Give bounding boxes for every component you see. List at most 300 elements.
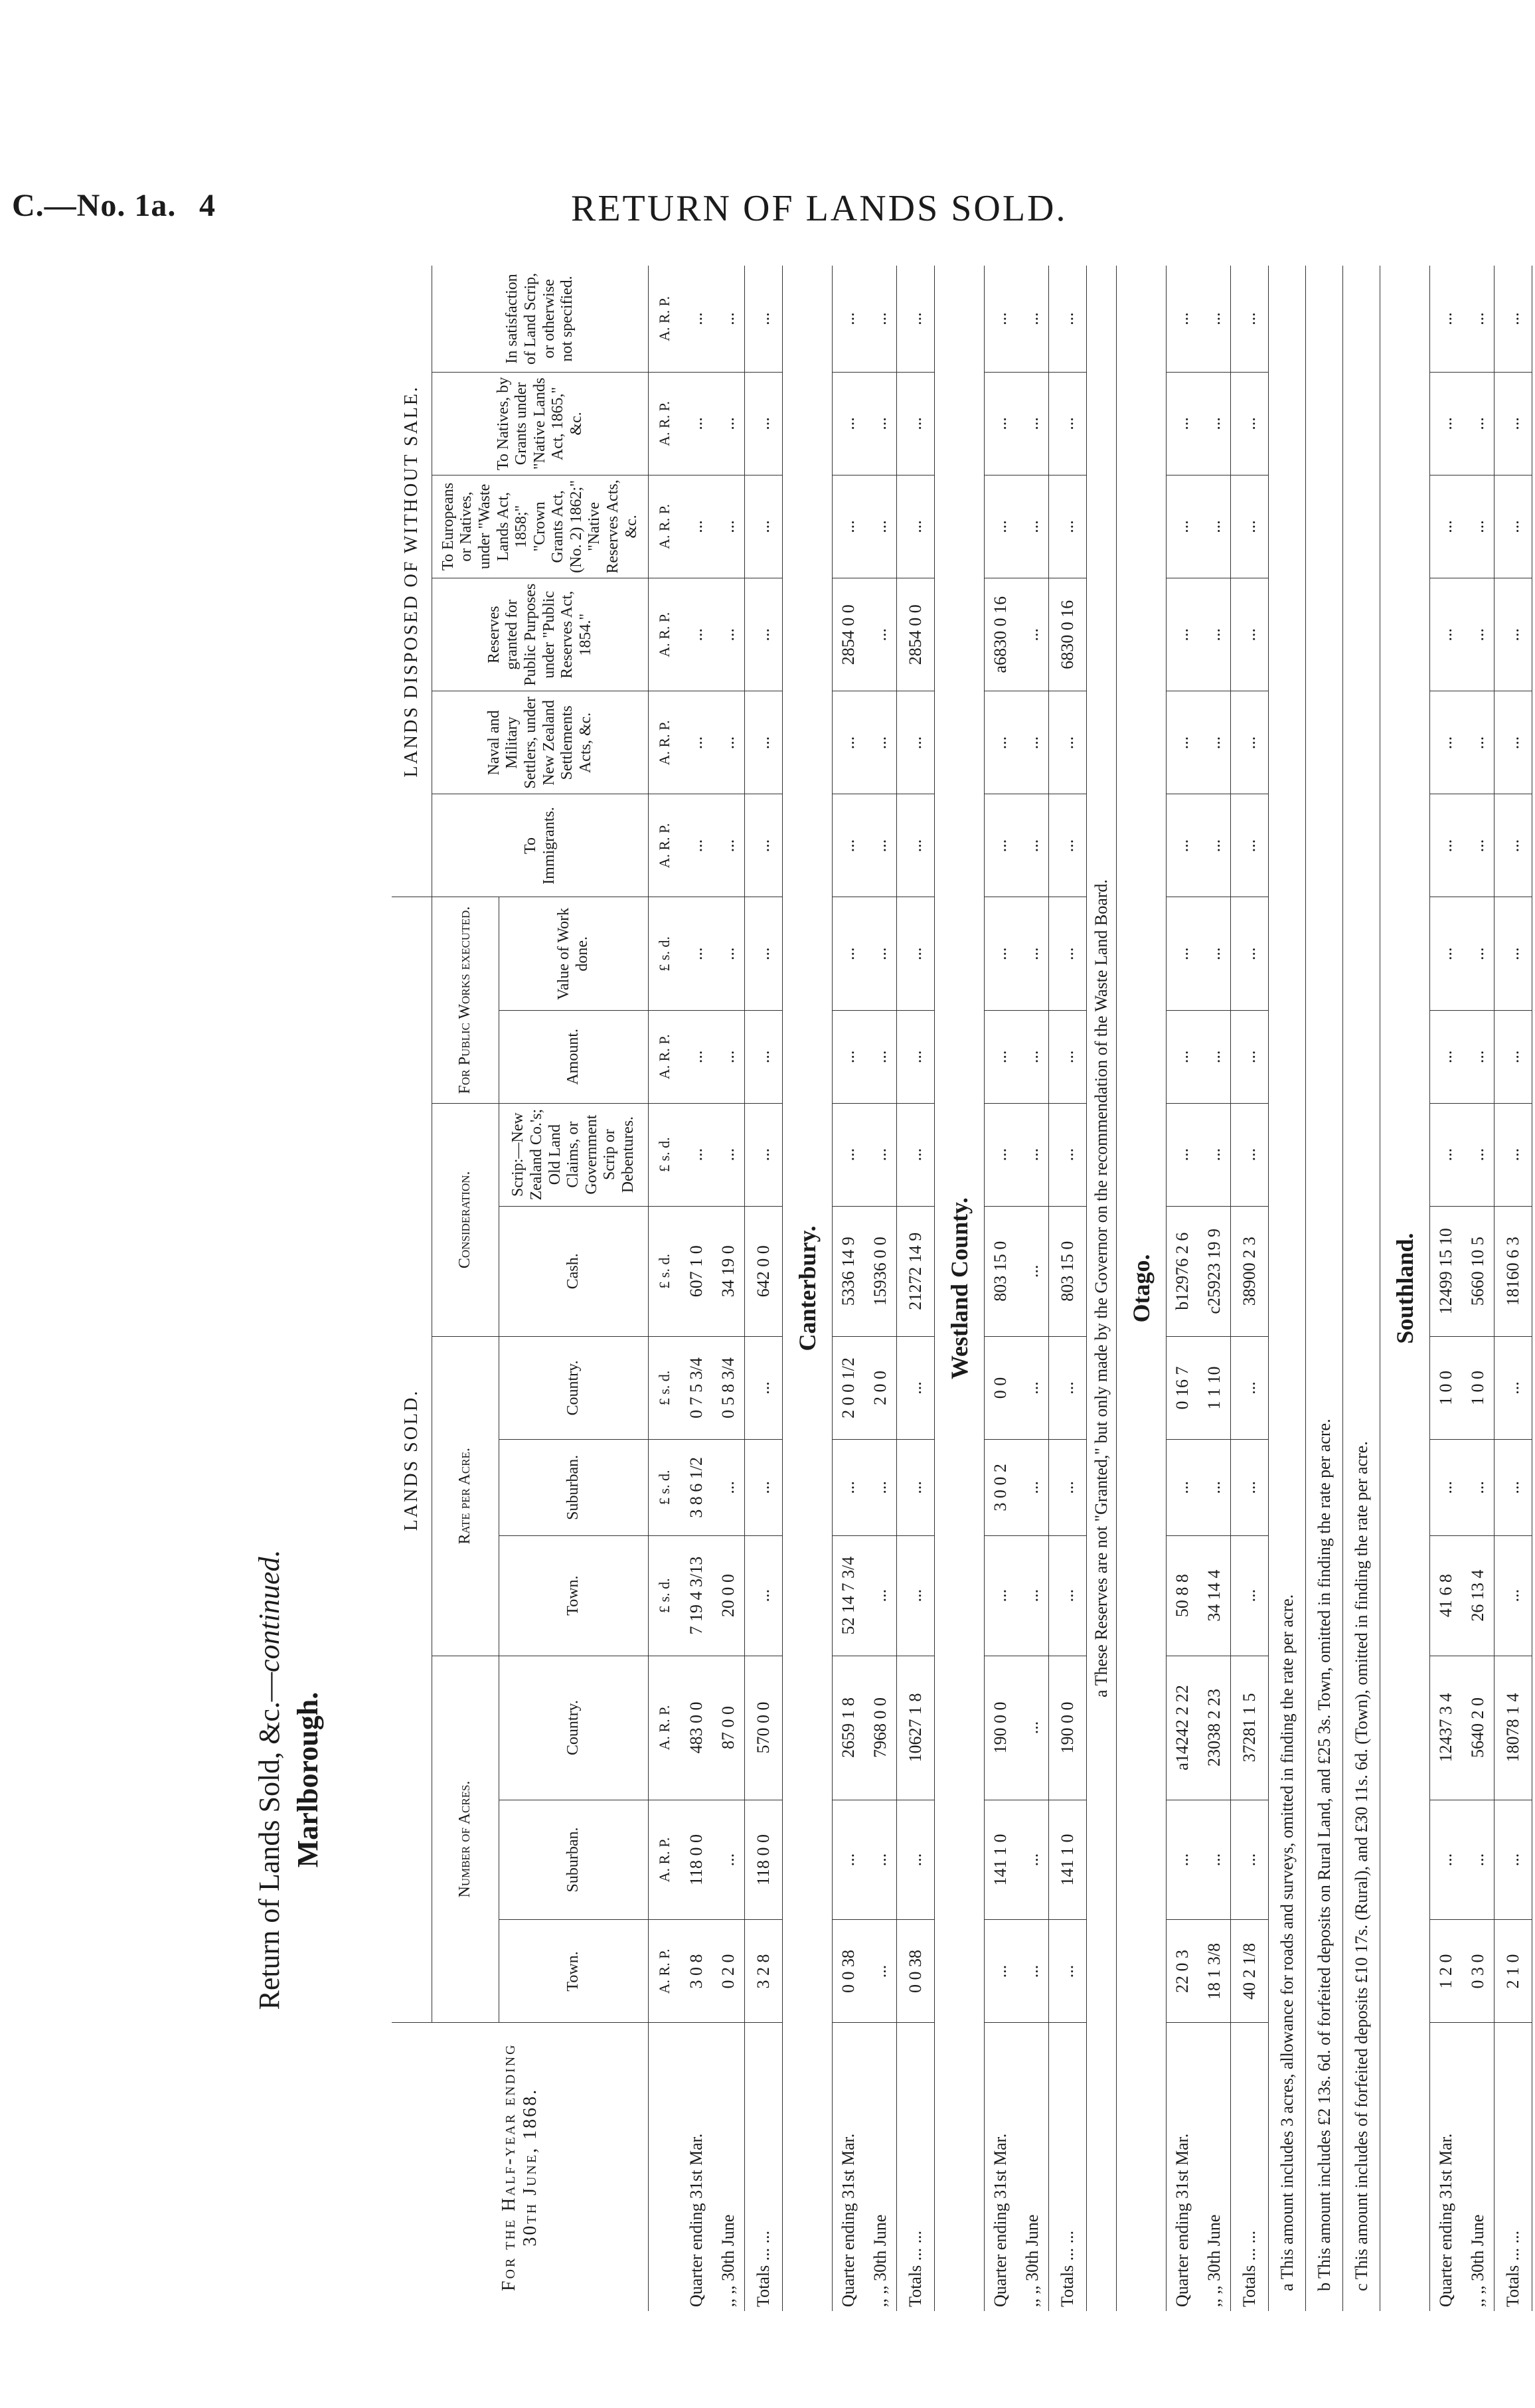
consideration-header: Consideration. xyxy=(432,1103,499,1336)
cell-scrip-other: ... xyxy=(681,266,712,372)
cell-rate-suburban: ... xyxy=(1049,1439,1087,1535)
cell-town: ... xyxy=(864,1920,897,2023)
cell-europeans: ... xyxy=(1198,475,1231,578)
rate-per-acre-header: Rate per Acre. xyxy=(432,1336,499,1656)
cell-reserves: ... xyxy=(1167,578,1199,691)
cell-town: 0 0 38 xyxy=(897,1920,935,2023)
cell-europeans: ... xyxy=(1462,475,1495,578)
cell-naval: ... xyxy=(745,691,783,794)
cell-suburban: ... xyxy=(1198,1800,1231,1920)
cell-rate-town: ... xyxy=(1495,1535,1532,1656)
cell-scrip-other: ... xyxy=(1016,266,1049,372)
table-title-continued: continued. xyxy=(253,1549,285,1673)
cell-pw-value: ... xyxy=(1167,897,1199,1011)
cell-pw-amount: ... xyxy=(833,1011,865,1104)
cell-reserves: a6830 0 16 xyxy=(985,578,1017,691)
table-row xyxy=(1198,266,1231,2311)
totals-row xyxy=(897,266,935,2311)
totals-row xyxy=(1049,266,1087,2311)
cell-pw-amount: ... xyxy=(897,1011,935,1104)
cell-europeans: ... xyxy=(745,475,783,578)
acres-suburban-header: Suburban. xyxy=(499,1800,649,1920)
cell-reserves: 6830 0 16 xyxy=(1049,578,1087,691)
cell-pw-value: ... xyxy=(745,897,783,1011)
cell-cash: 5660 10 5 xyxy=(1462,1206,1495,1336)
cell-europeans: ... xyxy=(833,475,865,578)
cell-cash: 642 0 0 xyxy=(745,1206,783,1336)
cell-europeans: ... xyxy=(897,475,935,578)
table-title xyxy=(252,1248,286,2311)
pw-value-header: Value of Work done. xyxy=(499,897,649,1011)
cell-scrip-other: ... xyxy=(897,266,935,372)
cell-rate-town: 26 13 4 xyxy=(1462,1535,1495,1656)
cell-country: 7968 0 0 xyxy=(864,1656,897,1800)
cell-naval: ... xyxy=(1462,691,1495,794)
cell-suburban: ... xyxy=(1462,1800,1495,1920)
section-heading xyxy=(935,266,985,2311)
unit-lsd: £ s. d. xyxy=(649,897,681,1011)
cell-pw-amount: ... xyxy=(1049,1011,1087,1104)
cell-pw-value: ... xyxy=(985,897,1017,1011)
cell-cash: 21272 14 9 xyxy=(897,1206,935,1336)
cell-immigrants: ... xyxy=(1198,794,1231,897)
row-label: Totals ... ... xyxy=(1049,2023,1087,2311)
cell-town: 40 2 1/8 xyxy=(1231,1920,1269,2023)
cell-cash: 5336 14 9 xyxy=(833,1206,865,1336)
cell-naval: ... xyxy=(864,691,897,794)
cell-town: 0 2 0 xyxy=(712,1920,745,2023)
cell-reserves: 2854 0 0 xyxy=(897,578,935,691)
unit-arp: A. R. P. xyxy=(649,372,681,475)
unit-arp: A. R. P. xyxy=(649,266,681,372)
acres-country-header: Country. xyxy=(499,1656,649,1800)
cell-suburban: ... xyxy=(1167,1800,1199,1920)
cell-naval: ... xyxy=(985,691,1017,794)
section-heading-text: Otago. xyxy=(1117,266,1167,2311)
row-label: Quarter ending 31st Mar. xyxy=(991,2133,1010,2307)
cell-country: 5640 2 0 xyxy=(1462,1656,1495,1800)
cell-scrip: ... xyxy=(985,1103,1017,1206)
cell-immigrants: ... xyxy=(1462,794,1495,897)
section-heading-text: Canterbury. xyxy=(783,266,833,2311)
row-label: Quarter ending 31st Mar. xyxy=(687,2133,706,2307)
cell-cash: ... xyxy=(1016,1206,1049,1336)
cell-rate-suburban: ... xyxy=(1016,1439,1049,1535)
cell-pw-amount: ... xyxy=(1198,1011,1231,1104)
cell-reserves: ... xyxy=(1198,578,1231,691)
cell-town: 1 2 0 xyxy=(1430,1920,1463,2023)
cell-europeans: ... xyxy=(1016,475,1049,578)
table-row xyxy=(864,266,897,2311)
cell-naval: ... xyxy=(681,691,712,794)
table-row xyxy=(1462,266,1495,2311)
cell-reserves: ... xyxy=(1231,578,1269,691)
cell-rate-town: ... xyxy=(864,1535,897,1656)
cell-rate-town: ... xyxy=(1049,1535,1087,1656)
cell-pw-amount: ... xyxy=(745,1011,783,1104)
cell-scrip: ... xyxy=(1430,1103,1463,1206)
cell-rate-country: ... xyxy=(745,1336,783,1439)
cell-rate-country: 1 0 0 xyxy=(1430,1336,1463,1439)
cell-country: 570 0 0 xyxy=(745,1656,783,1800)
cell-pw-amount: ... xyxy=(864,1011,897,1104)
cell-europeans: ... xyxy=(681,475,712,578)
cell-rate-suburban: ... xyxy=(1167,1439,1199,1535)
cell-pw-amount: ... xyxy=(712,1011,745,1104)
cell-cash: 803 15 0 xyxy=(1049,1206,1087,1336)
cell-immigrants: ... xyxy=(1167,794,1199,897)
cell-town: ... xyxy=(1016,1920,1049,2023)
unit-arp: A. R. P. xyxy=(649,578,681,691)
row-label: ,, ,, 30th June xyxy=(1468,2214,1488,2307)
cell-europeans: ... xyxy=(1430,475,1463,578)
cell-cash: 38900 2 3 xyxy=(1231,1206,1269,1336)
cell-scrip-other: ... xyxy=(712,266,745,372)
cell-naval: ... xyxy=(1430,691,1463,794)
cell-scrip: ... xyxy=(1198,1103,1231,1206)
cell-immigrants: ... xyxy=(1016,794,1049,897)
cell-scrip: ... xyxy=(897,1103,935,1206)
cell-rate-country: ... xyxy=(1049,1336,1087,1439)
cell-naval: ... xyxy=(1167,691,1199,794)
cell-town: 0 0 38 xyxy=(833,1920,865,2023)
cell-immigrants: ... xyxy=(833,794,865,897)
cell-rate-town: 50 8 8 xyxy=(1167,1535,1199,1656)
cell-scrip: ... xyxy=(712,1103,745,1206)
cell-naval: ... xyxy=(712,691,745,794)
cell-country: 190 0 0 xyxy=(985,1656,1017,1800)
cell-pw-amount: ... xyxy=(1016,1011,1049,1104)
cell-rate-country: ... xyxy=(1016,1336,1049,1439)
page-header xyxy=(0,0,1490,229)
cell-scrip-other: ... xyxy=(864,266,897,372)
cell-immigrants: ... xyxy=(1495,794,1532,897)
cell-naval: ... xyxy=(1495,691,1532,794)
rate-country-header: Country. xyxy=(499,1336,649,1439)
cell-europeans: ... xyxy=(864,475,897,578)
cell-reserves: ... xyxy=(712,578,745,691)
cell-europeans: ... xyxy=(1231,475,1269,578)
cell-rate-town: ... xyxy=(897,1535,935,1656)
cell-europeans: ... xyxy=(1049,475,1087,578)
cell-scrip: ... xyxy=(1495,1103,1532,1206)
row-label: Quarter ending 31st Mar. xyxy=(1172,2133,1192,2307)
table-row xyxy=(712,266,745,2311)
cell-rate-town: 20 0 0 xyxy=(712,1535,745,1656)
cell-scrip: ... xyxy=(833,1103,865,1206)
cell-pw-amount: ... xyxy=(1495,1011,1532,1104)
section-heading xyxy=(1117,266,1167,2311)
cell-natives: ... xyxy=(745,372,783,475)
cell-scrip-other: ... xyxy=(1231,266,1269,372)
cell-suburban: 118 0 0 xyxy=(745,1800,783,1920)
cell-reserves: ... xyxy=(1016,578,1049,691)
row-label: ,, ,, 30th June xyxy=(870,2214,890,2307)
cell-rate-suburban: ... xyxy=(745,1439,783,1535)
cell-rate-suburban: ... xyxy=(897,1439,935,1535)
cell-pw-value: ... xyxy=(833,897,865,1011)
cell-scrip-other: ... xyxy=(833,266,865,372)
cell-cash: c25923 19 9 xyxy=(1198,1206,1231,1336)
ledger-body xyxy=(681,266,1535,2311)
footnote xyxy=(1306,266,1343,2311)
row-label: Quarter ending 31st Mar. xyxy=(839,2133,858,2307)
footnote-text: b This amount includes £2 13s. 6d. of forfeited deposits on Rural Land, and £25 3s. Town, omitted in finding the rate per acre. xyxy=(1306,266,1343,2311)
cell-immigrants: ... xyxy=(745,794,783,897)
cell-rate-suburban: 3 8 6 1/2 xyxy=(681,1439,712,1535)
cell-scrip-other: ... xyxy=(1198,266,1231,372)
cell-natives: ... xyxy=(1462,372,1495,475)
rotated-table-block xyxy=(252,266,1523,2311)
cell-naval: ... xyxy=(1016,691,1049,794)
cell-town: 18 1 3/8 xyxy=(1198,1920,1231,2023)
cell-scrip: ... xyxy=(1016,1103,1049,1206)
footnote xyxy=(1269,266,1306,2311)
cell-pw-value: ... xyxy=(1495,897,1532,1011)
totals-row xyxy=(1231,266,1269,2311)
footnote xyxy=(1343,266,1380,2311)
table-row xyxy=(1167,266,1199,2311)
cell-rate-town: ... xyxy=(985,1535,1017,1656)
cell-country: 23038 2 23 xyxy=(1198,1656,1231,1800)
cell-rate-country: 0 5 8 3/4 xyxy=(712,1336,745,1439)
cell-immigrants: ... xyxy=(1231,794,1269,897)
cell-naval: ... xyxy=(897,691,935,794)
cell-rate-town: ... xyxy=(1231,1535,1269,1656)
cell-country: 10627 1 8 xyxy=(897,1656,935,1800)
row-label: ,, ,, 30th June xyxy=(1204,2214,1224,2307)
table-row xyxy=(1016,266,1049,2311)
cell-reserves: ... xyxy=(681,578,712,691)
cell-rate-country: 1 1 10 xyxy=(1198,1336,1231,1439)
scrip-header: Scrip:—New Zealand Co.'s; Old Land Claims, or Government Scrip or Debentures. xyxy=(499,1103,649,1206)
cell-country: a14242 2 22 xyxy=(1167,1656,1199,1800)
rate-town-header: Town. xyxy=(499,1535,649,1656)
pw-amount-header: Amount. xyxy=(499,1011,649,1104)
cell-suburban: ... xyxy=(1231,1800,1269,1920)
cell-scrip-other: ... xyxy=(1049,266,1087,372)
cell-suburban: 141 1 0 xyxy=(985,1800,1017,1920)
cell-pw-value: ... xyxy=(864,897,897,1011)
cell-pw-amount: ... xyxy=(1231,1011,1269,1104)
first-section-name: Marlborough. xyxy=(291,1691,324,1868)
cell-rate-suburban: ... xyxy=(1430,1439,1463,1535)
cell-pw-value: ... xyxy=(1198,897,1231,1011)
cell-natives: ... xyxy=(681,372,712,475)
cell-suburban: ... xyxy=(1495,1800,1532,1920)
cell-rate-town: 34 14 4 xyxy=(1198,1535,1231,1656)
cell-natives: ... xyxy=(712,372,745,475)
cell-rate-town: 7 19 4 3/13 xyxy=(681,1535,712,1656)
cell-rate-country: 1 0 0 xyxy=(1462,1336,1495,1439)
cell-cash: 34 19 0 xyxy=(712,1206,745,1336)
cell-natives: ... xyxy=(897,372,935,475)
cell-natives: ... xyxy=(833,372,865,475)
cell-rate-suburban: ... xyxy=(1495,1439,1532,1535)
cell-naval: ... xyxy=(1231,691,1269,794)
units-row xyxy=(649,266,681,2311)
cell-cash: 18160 6 3 xyxy=(1495,1206,1532,1336)
lands-sold-table xyxy=(392,266,1535,2311)
cell-scrip-other: ... xyxy=(1430,266,1463,372)
cell-suburban: ... xyxy=(833,1800,865,1920)
cell-suburban: 118 0 0 xyxy=(681,1800,712,1920)
cell-scrip: ... xyxy=(864,1103,897,1206)
cell-naval: ... xyxy=(1198,691,1231,794)
row-label: Quarter ending 31st Mar. xyxy=(1436,2133,1456,2307)
cell-rate-country: ... xyxy=(1495,1336,1532,1439)
cell-country: 190 0 0 xyxy=(1049,1656,1087,1800)
cell-town: ... xyxy=(985,1920,1017,2023)
number-of-acres-header: Number of Acres. xyxy=(432,1656,499,2023)
cell-cash: 607 1 0 xyxy=(681,1206,712,1336)
cell-suburban: ... xyxy=(1430,1800,1463,1920)
land-scrip-header: In satisfaction of Land Scrip, or otherwise not specified. xyxy=(432,266,649,372)
section-heading-text: Westland County. xyxy=(935,266,985,2311)
section-heading xyxy=(1380,266,1430,2311)
cell-natives: ... xyxy=(1430,372,1463,475)
public-works-header: For Public Works executed. xyxy=(432,897,499,1103)
cell-country: 483 0 0 xyxy=(681,1656,712,1800)
cell-pw-value: ... xyxy=(1430,897,1463,1011)
cell-suburban: ... xyxy=(897,1800,935,1920)
row-label: ,, ,, 30th June xyxy=(1022,2214,1042,2307)
cell-natives: ... xyxy=(1231,372,1269,475)
cell-rate-country: 0 7 5 3/4 xyxy=(681,1336,712,1439)
cell-scrip: ... xyxy=(745,1103,783,1206)
cell-cash: 12499 15 10 xyxy=(1430,1206,1463,1336)
cell-europeans: ... xyxy=(712,475,745,578)
cell-rate-suburban: ... xyxy=(712,1439,745,1535)
cell-scrip-other: ... xyxy=(1495,266,1532,372)
cell-naval: ... xyxy=(833,691,865,794)
cell-pw-amount: ... xyxy=(1167,1011,1199,1104)
unit-arp: A. R. P. xyxy=(649,1656,681,1800)
to-natives-header: To Natives, by Grants under "Native Lands Act, 1865," &c. xyxy=(432,372,649,475)
row-label: Totals ... ... xyxy=(1231,2023,1269,2311)
cell-pw-amount: ... xyxy=(1430,1011,1463,1104)
cell-country: 12437 3 4 xyxy=(1430,1656,1463,1800)
cell-country: 2659 1 8 xyxy=(833,1656,865,1800)
cell-natives: ... xyxy=(1016,372,1049,475)
unit-lsd: £ s. d. xyxy=(649,1336,681,1439)
cell-pw-value: ... xyxy=(1231,897,1269,1011)
cell-immigrants: ... xyxy=(1430,794,1463,897)
cell-natives: ... xyxy=(864,372,897,475)
unit-arp: A. R. P. xyxy=(649,794,681,897)
cell-immigrants: ... xyxy=(1049,794,1087,897)
cell-town: 3 2 8 xyxy=(745,1920,783,2023)
cell-pw-value: ... xyxy=(1016,897,1049,1011)
document-reference: C.—No. 1a. xyxy=(12,188,177,223)
cell-pw-value: ... xyxy=(897,897,935,1011)
cell-natives: ... xyxy=(985,372,1017,475)
page-title: RETURN OF LANDS SOLD. xyxy=(571,188,1068,229)
cell-immigrants: ... xyxy=(712,794,745,897)
cell-suburban: ... xyxy=(864,1800,897,1920)
to-immigrants-header: To Immigrants. xyxy=(432,794,649,897)
unit-arp: A. R. P. xyxy=(649,1011,681,1104)
cell-pw-value: ... xyxy=(681,897,712,1011)
cell-rate-suburban: 3 0 0 2 xyxy=(985,1439,1017,1535)
totals-row xyxy=(1495,266,1532,2311)
cell-immigrants: ... xyxy=(864,794,897,897)
cell-immigrants: ... xyxy=(681,794,712,897)
cell-natives: ... xyxy=(1198,372,1231,475)
cell-rate-town: ... xyxy=(745,1535,783,1656)
naval-military-header: Naval and Military Settlers, under New Zealand Settlements Acts, &c. xyxy=(432,691,649,794)
cell-suburban: ... xyxy=(1016,1800,1049,1920)
cell-pw-amount: ... xyxy=(681,1011,712,1104)
cell-town: ... xyxy=(1049,1920,1087,2023)
cell-natives: ... xyxy=(1167,372,1199,475)
cell-rate-suburban: ... xyxy=(1231,1439,1269,1535)
cell-suburban: 141 1 0 xyxy=(1049,1800,1087,1920)
cell-scrip-other: ... xyxy=(985,266,1017,372)
unit-arp: A. R. P. xyxy=(649,475,681,578)
table-end-rule xyxy=(1532,266,1535,2311)
cell-country: 18078 1 4 xyxy=(1495,1656,1532,1800)
totals-row xyxy=(745,266,783,2311)
table-row xyxy=(833,266,865,2311)
section-heading xyxy=(783,266,833,2311)
cell-country: 37281 1 5 xyxy=(1231,1656,1269,1800)
unit-arp: A. R. P. xyxy=(649,1800,681,1920)
cell-immigrants: ... xyxy=(985,794,1017,897)
cell-cash: b12976 2 6 xyxy=(1167,1206,1199,1336)
cell-cash: 803 15 0 xyxy=(985,1206,1017,1336)
page-number: 4 xyxy=(199,188,215,223)
cell-scrip-other: ... xyxy=(745,266,783,372)
cell-reserves: ... xyxy=(1495,578,1532,691)
cell-rate-suburban: ... xyxy=(1462,1439,1495,1535)
section-heading-text: Southland. xyxy=(1380,266,1430,2311)
cell-scrip: ... xyxy=(1167,1103,1199,1206)
cell-pw-value: ... xyxy=(1049,897,1087,1011)
row-label: Totals ... ... xyxy=(897,2023,935,2311)
cell-rate-town: 41 6 8 xyxy=(1430,1535,1463,1656)
cell-town: 0 3 0 xyxy=(1462,1920,1495,2023)
cell-cash: 15936 0 0 xyxy=(864,1206,897,1336)
cell-scrip: ... xyxy=(1049,1103,1087,1206)
cell-rate-suburban: ... xyxy=(1198,1439,1231,1535)
section-note-text: a These Reserves are not "Granted," but only made by the Governor on the recommendation of the Waste Land Board. xyxy=(1087,266,1117,2311)
cell-scrip-other: ... xyxy=(1167,266,1199,372)
table-row xyxy=(985,266,1017,2311)
cell-natives: ... xyxy=(1049,372,1087,475)
cell-rate-suburban: ... xyxy=(833,1439,865,1535)
cell-immigrants: ... xyxy=(897,794,935,897)
cell-rate-country: 2 0 0 xyxy=(864,1336,897,1439)
cell-reserves: ... xyxy=(1430,578,1463,691)
group-without-sale: LANDS DISPOSED OF WITHOUT SALE. xyxy=(392,266,432,897)
cell-scrip: ... xyxy=(681,1103,712,1206)
unit-lsd: £ s. d. xyxy=(649,1439,681,1535)
cell-rate-country: 2 0 0 1/2 xyxy=(833,1336,865,1439)
acres-town-header: Town. xyxy=(499,1920,649,2023)
cell-suburban: ... xyxy=(712,1800,745,1920)
cell-reserves: ... xyxy=(1462,578,1495,691)
row-label: Totals ... ... xyxy=(745,2023,783,2311)
table-title-main: Return of Lands Sold, &c.— xyxy=(253,1672,285,2010)
reserves-header: Reserves granted for Public Purposes under "Public Reserves Act, 1854." xyxy=(432,578,649,691)
cell-town: 22 0 3 xyxy=(1167,1920,1199,2023)
cell-europeans: ... xyxy=(1495,475,1532,578)
cell-natives: ... xyxy=(1495,372,1532,475)
cell-pw-value: ... xyxy=(712,897,745,1011)
cell-rate-town: 52 14 7 3/4 xyxy=(833,1535,865,1656)
cell-town: 3 0 8 xyxy=(681,1920,712,2023)
